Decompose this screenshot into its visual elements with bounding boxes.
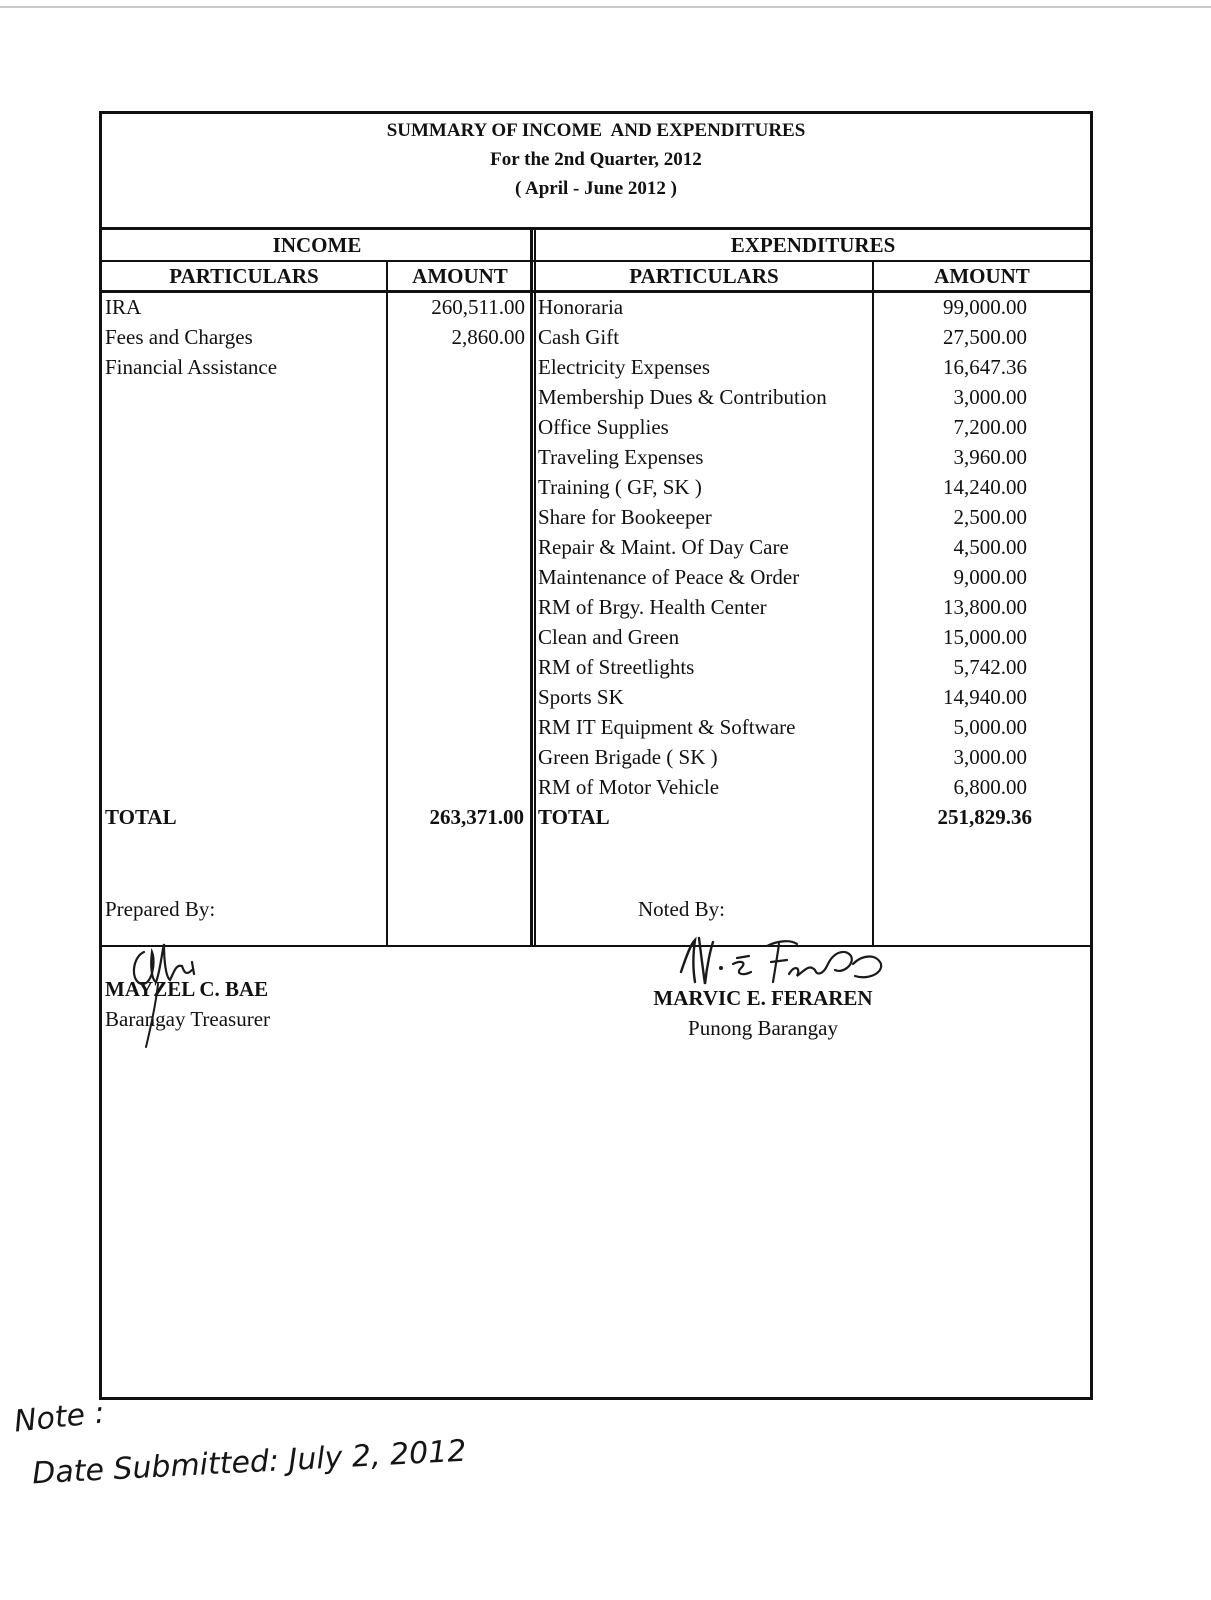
expenditure-row-amount: 3,000.00 [953,745,1027,769]
income-heading: INCOME [272,233,362,257]
income-row-amount: 2,860.00 [451,325,525,349]
income-particulars-header: PARTICULARS [169,264,319,288]
expenditure-row-particular: RM of Streetlights [538,655,695,679]
report-header [102,114,1090,203]
expenditure-row-particular: Training ( GF, SK ) [538,475,702,499]
scan-edge-line [0,6,1211,8]
expenditure-row-particular: Cash Gift [538,325,620,349]
expenditure-row-amount: 27,500.00 [943,325,1027,349]
expenditure-row-amount: 4,500.00 [953,535,1027,559]
expenditure-row-particular: Membership Dues & Contribution [538,385,827,409]
expenditure-row-particular: RM of Brgy. Health Center [538,595,767,619]
prepared-by-position: Barangay Treasurer [105,1007,271,1031]
income-particulars-column [105,292,385,382]
expenditure-total-label: TOTAL [538,805,610,829]
expenditure-amount-header: AMOUNT [934,264,1030,288]
expenditure-row-amount: 5,000.00 [953,715,1027,739]
income-row-amount [389,352,525,382]
income-row-particular: Fees and Charges [105,325,253,349]
treasurer-signature [122,922,212,1052]
report-frame [99,111,1093,1400]
expenditure-row-particular: Traveling Expenses [538,445,704,469]
prepared-by-label: Prepared By: [105,897,216,921]
income-column-divider [386,261,388,946]
income-row-particular: Financial Assistance [105,355,278,379]
expenditure-particulars-header: PARTICULARS [629,264,779,288]
expenditure-row-amount: 13,800.00 [943,595,1027,619]
expenditure-row-amount: 16,647.36 [943,355,1027,379]
expenditure-row-particular: RM IT Equipment & Software [538,715,796,739]
expenditure-row-amount: 3,960.00 [953,445,1027,469]
expenditure-row-particular: Maintenance of Peace & Order [538,565,800,589]
noted-by-label: Noted By: [638,897,725,921]
report-months: ( April - June 2012 ) [514,178,678,199]
expenditure-row-amount: 2,500.00 [953,505,1027,529]
expenditure-row-particular: Share for Bookeeper [538,505,712,529]
income-amount-header: AMOUNT [412,264,508,288]
expenditure-row-amount: 99,000.00 [943,295,1027,319]
expenditure-row-amount: 14,240.00 [943,475,1027,499]
expenditure-particulars-column [538,292,872,802]
expenditure-row-amount: 15,000.00 [943,625,1027,649]
note-label: Note : [12,1395,107,1440]
report-title: SUMMARY OF INCOME AND EXPENDITURES [386,120,806,141]
expenditure-row-particular: Clean and Green [538,625,680,649]
expenditure-row-particular: Honoraria [538,295,624,319]
expenditure-row-particular: Office Supplies [538,415,669,439]
section-divider-left [530,230,533,946]
punong-barangay-signature [667,924,897,999]
expenditure-row-amount: 9,000.00 [953,565,1027,589]
income-amount-column [389,292,525,382]
expenditure-row-amount: 7,200.00 [953,415,1027,439]
expenditure-row-amount: 6,800.00 [953,775,1027,799]
expenditure-row-particular: Electricity Expenses [538,355,711,379]
income-total-label: TOTAL [105,805,177,829]
expenditure-row-amount: 3,000.00 [953,385,1027,409]
expenditure-column-divider [872,261,874,946]
prepared-by-name: MAYZEL C. BAE [105,977,269,1001]
noted-by-position: Punong Barangay [688,1016,838,1040]
income-row-particular: IRA [105,295,142,319]
noted-by-block [638,894,725,924]
note-date-submitted: Date Submitted: July 2, 2012 [31,1433,468,1492]
section-divider-right [534,230,536,946]
expenditure-row-amount: 5,742.00 [953,655,1027,679]
expenditure-row-amount: 14,940.00 [943,685,1027,709]
expenditure-row-particular: Sports SK [538,685,624,709]
expenditure-row-particular: RM of Motor Vehicle [538,775,720,799]
expenditures-heading: EXPENDITURES [730,233,896,257]
expenditure-amount-column [875,292,1027,802]
income-row-amount: 260,511.00 [431,295,525,319]
report-period: For the 2nd Quarter, 2012 [490,149,702,170]
income-total-amount: 263,371.00 [429,805,524,829]
expenditure-row-particular: Green Brigade ( SK ) [538,745,718,769]
expenditure-total-amount: 251,829.36 [937,805,1032,829]
expenditure-row-particular: Repair & Maint. Of Day Care [538,535,789,559]
noted-by-name: MARVIC E. FERAREN [653,986,873,1010]
